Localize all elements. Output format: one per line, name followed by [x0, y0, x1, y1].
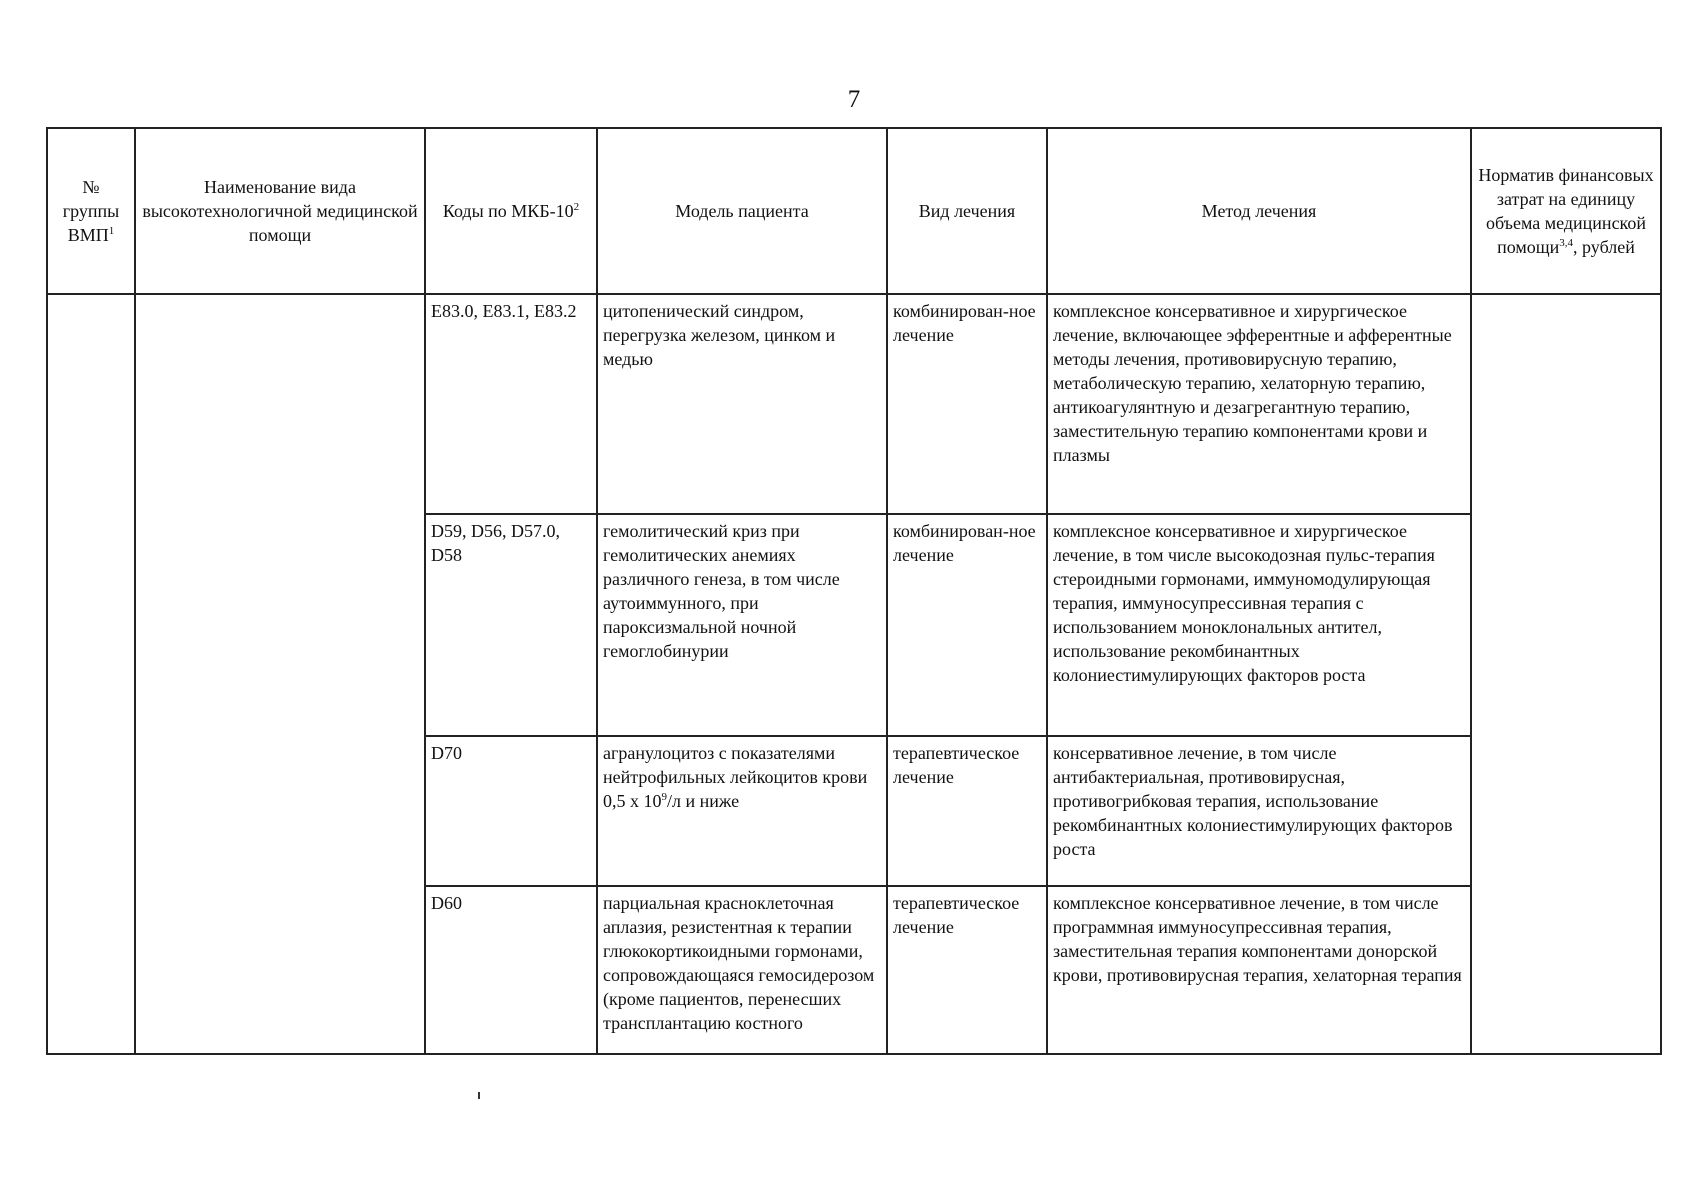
treatment-method-cell: консервативное лечение, в том числе антибактериальная, противовирусная, противогрибковая терапия, использование рекомбинантных колониестимулирующих факторов роста	[1047, 736, 1471, 886]
norm-cell	[1471, 294, 1661, 1054]
treatment-method-cell: комплексное консервативное лечение, в том числе программная иммуносупрессивная терапия, заместительная терапия компонентами донорской крови, противовирусная терапия, хелаторная терапия	[1047, 886, 1471, 1054]
treatment-type-cell: комбинирован-ное лечение	[887, 514, 1047, 736]
table-header-row	[47, 128, 1661, 294]
header-name: Наименование вида высокотехнологичной медицинской помощи	[135, 128, 425, 294]
icd-codes-cell: D70	[425, 736, 597, 886]
patient-model-cell: цитопенический синдром, перегрузка железом, цинком и медью	[597, 294, 887, 514]
name-cell	[135, 294, 425, 1054]
icd-codes-cell: D59, D56, D57.0, D58	[425, 514, 597, 736]
icd-codes-cell: E83.0, E83.1, E83.2	[425, 294, 597, 514]
treatment-type-cell: терапевтическое лечение	[887, 736, 1047, 886]
header-treatment-type: Вид лечения	[887, 128, 1047, 294]
treatment-type-cell: терапевтическое лечение	[887, 886, 1047, 1054]
header-norm: Норматив финансовых затрат на единицу объема медицинской помощи$^{3,4}$, рублей	[1471, 128, 1661, 294]
patient-model-cell: агранулоцитоз с показателями нейтрофильных лейкоцитов крови 0,5 x $10^9/л$ и ниже	[597, 736, 887, 886]
patient-model-cell: гемолитический криз при гемолитических анемиях различного генеза, в том числе аутоиммунного, при пароксизмальной ночной гемоглобинурии	[597, 514, 887, 736]
header-patient-model: Модель пациента	[597, 128, 887, 294]
page-number: 7	[847, 86, 861, 113]
icd-codes-cell: D60	[425, 886, 597, 1054]
table-row	[47, 294, 1661, 514]
treatment-method-cell: комплексное консервативное и хирургическое лечение, включающее эфферентные и афферентные методы лечения, противовирусную терапию, метаболическую терапию, хелаторную терапию, антикоагулянтную и дезагрегантную терапию, заместительную терапию компонентами крови и плазмы	[1047, 294, 1471, 514]
treatment-method-cell: комплексное консервативное и хирургическое лечение, в том числе высокодозная пульс-терапия стероидными гормонами, иммуномодулирующая терапия, иммуносупрессивная терапия с использованием моноклональных антител, использование рекомбинантных колониестимулирующих факторов роста	[1047, 514, 1471, 736]
header-group-no: № группы ВМП$^1$	[47, 128, 135, 294]
patient-model-cell: парциальная красноклеточная аплазия, резистентная к терапии глюкокортикоидными гормонами, сопровождающаяся гемосидерозом (кроме пациентов, перенесших трансплантацию костного	[597, 886, 887, 1054]
scan-speck	[478, 1092, 480, 1099]
header-treatment-method: Метод лечения	[1047, 128, 1471, 294]
vmp-table	[46, 127, 1662, 1055]
group-no-cell	[47, 294, 135, 1054]
header-icd-codes: Коды по МКБ-$10^2$	[425, 128, 597, 294]
treatment-type-cell: комбинирован-ное лечение	[887, 294, 1047, 514]
